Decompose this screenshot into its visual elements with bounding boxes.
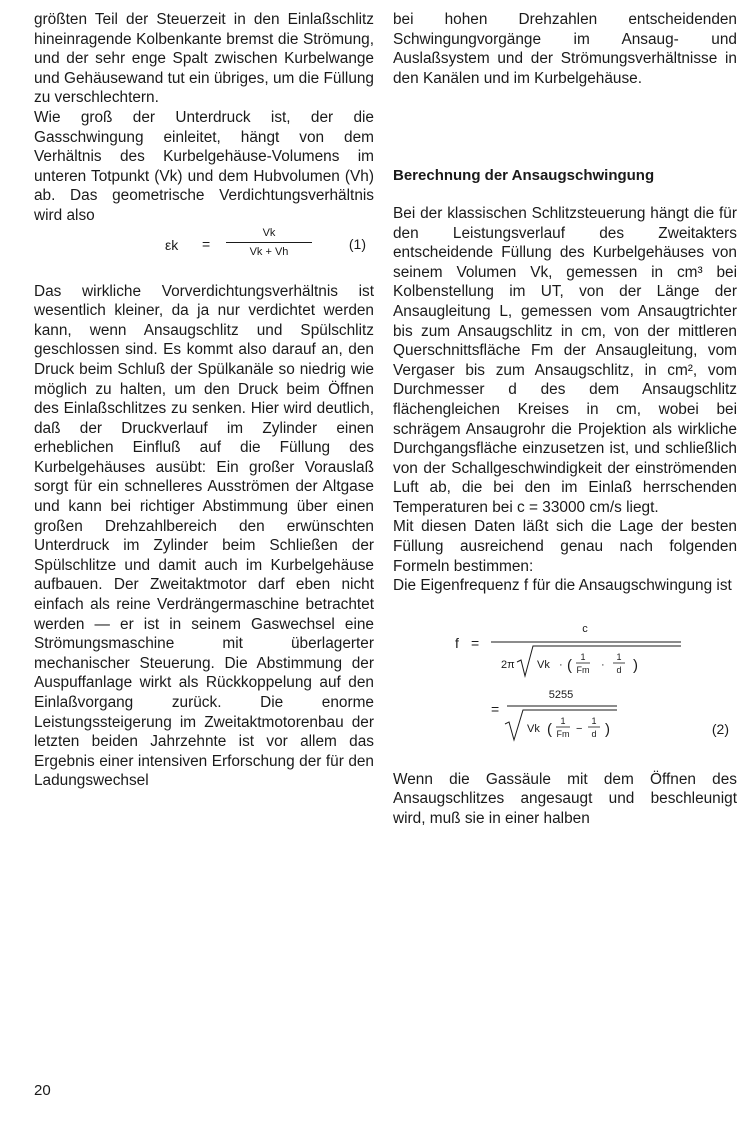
fm-1: Fm [576, 664, 590, 675]
left-paragraph-2: Wie groß der Unterdruck ist, der die Gasschwingung einleitet, hängt von dem Verhältnis des Kurbelgehäuse-Volumens im unteren Totpunkt (Vk) und dem Hubvolumen (Vh) ab. Das geometrische Verdichtungsverhältnis wird also [34, 108, 374, 224]
fraction-bar [226, 242, 312, 243]
equals-2: = [491, 700, 500, 717]
paren-close-2: ) [605, 720, 610, 738]
numerator-c: c [582, 622, 588, 635]
paren-open-2: ( [547, 720, 552, 738]
op-1: · [601, 658, 605, 671]
right-column [393, 10, 737, 829]
left-column [34, 10, 374, 791]
formula-1-numerator: Vk [262, 226, 276, 239]
one-a-1: 1 [580, 651, 586, 662]
two-pi: 2π [501, 658, 515, 671]
d-1: d [616, 664, 622, 675]
formula-1-fraction [226, 226, 312, 259]
right-paragraph-2: Bei der klassischen Schlitzsteuerung hängt die für den Leistungsverlauf des Zweitakters entscheidende Füllung des Kurbelgehäuses von seinem Volumen Vk, gemessen in cm³ bei Kolbenstellung im UT, von der Länge der Ansaugleitung L, gemessen vom Ansaugtrichter bis zum Ansaugschlitz in cm, von der mittleren Querschnittsfläche Fm der Ansaugleitung, vom Vergaser bis zum Ansaugschlitz, in cm², vom Durchmesser d des dem Ansaugschlitz flächengleichen Kreises in cm, wobei bei schrägem Ansaugrohr die Projektion als wirkliche Durchgangsfläche einzusetzen ist, und schließlich von der Schallgeschwindigkeit der einströmenden Luft ab, die bei den im Einlaß herrschenden Temperaturen bei c = 33000 cm/s liegt. [393, 204, 737, 516]
formula-1-equals: = [202, 235, 211, 252]
numerator-5255: 5255 [548, 688, 574, 701]
one-b-1: 1 [616, 651, 622, 662]
equals-1: = [471, 634, 480, 651]
section-heading: Berechnung der Ansaugschwingung [393, 167, 655, 185]
formula-2-number: (2) [711, 720, 729, 737]
one-a-2: 1 [560, 715, 566, 726]
formula-1-number: (1) [348, 235, 366, 252]
vk-1: Vk [537, 658, 550, 671]
dot-1: · [559, 658, 563, 671]
right-paragraph-4: Die Eigenfrequenz f für die Ansaugschwingung ist [393, 577, 732, 595]
spacer [34, 270, 374, 282]
right-paragraph-5: Wenn die Gassäule mit dem Öffnen des Ansaugschlitzes angesaugt und beschleunigt wird, muß sie in einer halben [393, 770, 737, 828]
formula-1-denominator: Vk + Vh [249, 245, 289, 258]
right-paragraph-3: Mit diesen Daten läßt sich die Lage der besten Füllung ausreichend genau nach folgenden Formeln bestimmen: [393, 518, 737, 575]
one-b-2: 1 [591, 715, 597, 726]
fm-2: Fm [556, 728, 570, 739]
right-paragraph-1: bei hohen Drehzahlen entscheidenden Schwingungvorgänge im Ansaug- und Auslaßsystem und der Strömungsverhältnisse in den Kanälen und im Kurbelgehäuse. [393, 11, 737, 87]
minus-op: − [576, 722, 583, 735]
formula-1-lhs: εk [165, 236, 179, 253]
paren-open-1: ( [567, 656, 572, 674]
page-number: 20 [34, 1082, 51, 1099]
left-paragraph-1: größten Teil der Steuerzeit in den Einlaßschlitz hineinragende Kolbenkante bremst die Strömung, und der sehr enge Spalt zwischen Kurbelwange und Gehäusewand tut ein übriges, um die Füllung zu verschlechtern. [34, 11, 374, 107]
formula-2 [393, 606, 737, 756]
left-paragraph-3: Das wirkliche Vorverdichtungsverhältnis ist wesentlich kleiner, da ja nur verdichtet werden kann, wenn Ansaugschlitz und Spülschlitz geschlossen sind. Es kommt also darauf an, den Druck beim Schluß der Spülkanäle so niedrig wie möglich zu halten, um den Druck beim Öffnen des Einlaßschlitzes zu senken. Hier wird deutlich, daß der Druckverlauf im Zylinder einen erheblichen Einfluß auf die Füllung des Kurbelgehäuses ausübt: Ein großer Vorauslaß sorgt für ein schnelleres Ausströmen der Altgase und kann bei richtiger Abstimmung über einen großen Drehzahlbereich den erwünschten Unterdruck im Zylinder beim Schließen der Spülschlitze und damit auch im Kurbelgehäuse aufbauen. Der Zweitaktmotor darf eben nicht einfach als reine Verdrängermaschine betrachtet werden — er ist in seinem Gaswechsel eine Strömungsmaschine mit überlagerter mechanischer Steuerung. Die Abstimmung der Auspuffanlage wirkt als Rückkoppelung auf den Einlaßvorgang zurück. Die enorme Leistungssteigerung im Zweitaktmotorenbau der letzten beiden Jahrzehnte ist vor allem das Ergebnis einer intensiven Erforschung der für den Ladungswechsel [34, 282, 374, 790]
formula-2-svg [393, 606, 737, 756]
vk-2: Vk [527, 722, 540, 735]
f-symbol: f [455, 634, 459, 651]
formula-1 [34, 226, 374, 270]
d-2: d [591, 728, 597, 739]
paren-close-1: ) [633, 656, 638, 674]
